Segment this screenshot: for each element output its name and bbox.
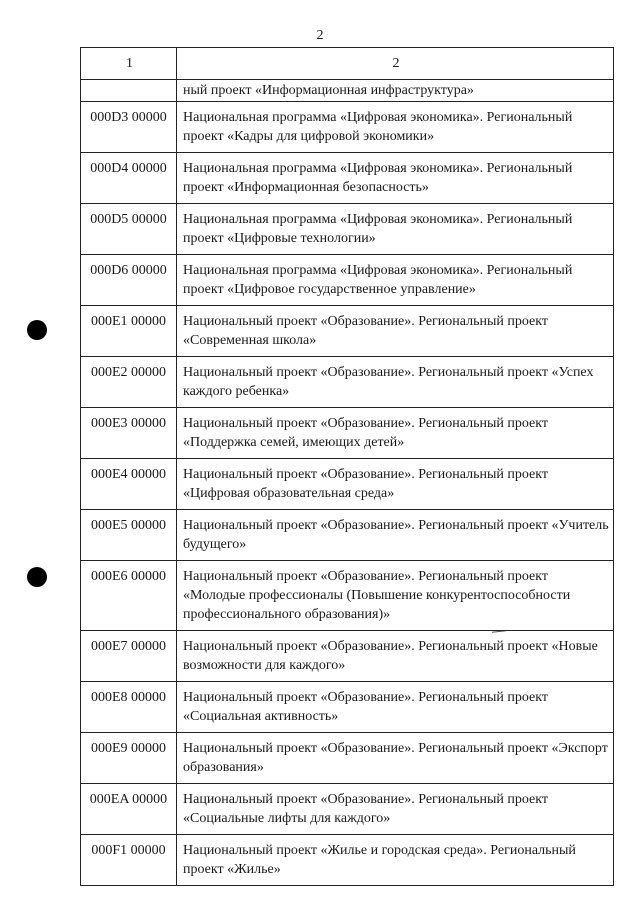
project-description-cell: Национальный проект «Образование». Региональный проект «Учитель будущего» [177, 510, 614, 561]
budget-code-cell: 000E2 00000 [81, 357, 177, 408]
budget-code-cell: 000E6 00000 [81, 561, 177, 631]
punch-hole-top [27, 320, 47, 340]
budget-classification-table [80, 47, 614, 886]
project-description-cell: Национальный проект «Образование». Региональный проект «Молодые профессионалы (Повышение конкурентоспособности профессионального образования)» [177, 561, 614, 631]
table-row [81, 102, 614, 153]
table-row [81, 510, 614, 561]
project-description-cell: Национальный проект «Образование». Региональный проект «Современная школа» [177, 306, 614, 357]
table-row [81, 835, 614, 886]
project-description-cell: Национальная программа «Цифровая экономика». Региональный проект «Информационная безопасность» [177, 153, 614, 204]
budget-code-cell: 000E8 00000 [81, 682, 177, 733]
table-header-row [81, 48, 614, 80]
table-row [81, 255, 614, 306]
project-description-cell: Национальная программа «Цифровая экономика». Региональный проект «Цифровое государственное управление» [177, 255, 614, 306]
budget-code-cell: 000D5 00000 [81, 204, 177, 255]
table-row [81, 306, 614, 357]
budget-code-cell: 000D6 00000 [81, 255, 177, 306]
project-description-cell: Национальная программа «Цифровая экономика». Региональный проект «Цифровые технологии» [177, 204, 614, 255]
project-description-cell: Национальный проект «Образование». Региональный проект «Социальные лифты для каждого» [177, 784, 614, 835]
continuation-description-cell: ный проект «Информационная инфраструктура» [177, 80, 614, 102]
table-row [81, 682, 614, 733]
budget-code-cell: 000E5 00000 [81, 510, 177, 561]
project-description-cell: Национальный проект «Образование». Региональный проект «Новые возможности для каждого» [177, 631, 614, 682]
table-row [81, 459, 614, 510]
project-description-cell: Национальный проект «Жилье и городская среда». Региональный проект «Жилье» [177, 835, 614, 886]
column-header-2: 2 [177, 48, 614, 80]
table-row [81, 153, 614, 204]
budget-code-cell: 000F1 00000 [81, 835, 177, 886]
table-row [81, 357, 614, 408]
continuation-row [81, 80, 614, 102]
table-row [81, 733, 614, 784]
budget-code-cell: 000D4 00000 [81, 153, 177, 204]
budget-code-cell: 000E3 00000 [81, 408, 177, 459]
budget-code-cell: 000EA 00000 [81, 784, 177, 835]
project-description-cell: Национальный проект «Образование». Региональный проект «Экспорт образования» [177, 733, 614, 784]
budget-code-cell: 000E9 00000 [81, 733, 177, 784]
page-number: 2 [316, 28, 324, 43]
table-row [81, 408, 614, 459]
continuation-code-cell [81, 80, 177, 102]
project-description-cell: Национальный проект «Образование». Региональный проект «Социальная активность» [177, 682, 614, 733]
project-description-cell: Национальный проект «Образование». Региональный проект «Поддержка семей, имеющих детей» [177, 408, 614, 459]
table-row [81, 631, 614, 682]
table-body [81, 48, 614, 886]
project-description-cell: Национальная программа «Цифровая экономика». Региональный проект «Кадры для цифровой экономики» [177, 102, 614, 153]
table-row [81, 204, 614, 255]
project-description-cell: Национальный проект «Образование». Региональный проект «Цифровая образовательная среда» [177, 459, 614, 510]
project-description-cell: Национальный проект «Образование». Региональный проект «Успех каждого ребенка» [177, 357, 614, 408]
budget-code-cell: 000D3 00000 [81, 102, 177, 153]
column-header-1: 1 [81, 48, 177, 80]
budget-code-cell: 000E7 00000 [81, 631, 177, 682]
table-row [81, 784, 614, 835]
table-row [81, 561, 614, 631]
punch-hole-bottom [27, 567, 47, 587]
budget-code-cell: 000E1 00000 [81, 306, 177, 357]
budget-code-cell: 000E4 00000 [81, 459, 177, 510]
